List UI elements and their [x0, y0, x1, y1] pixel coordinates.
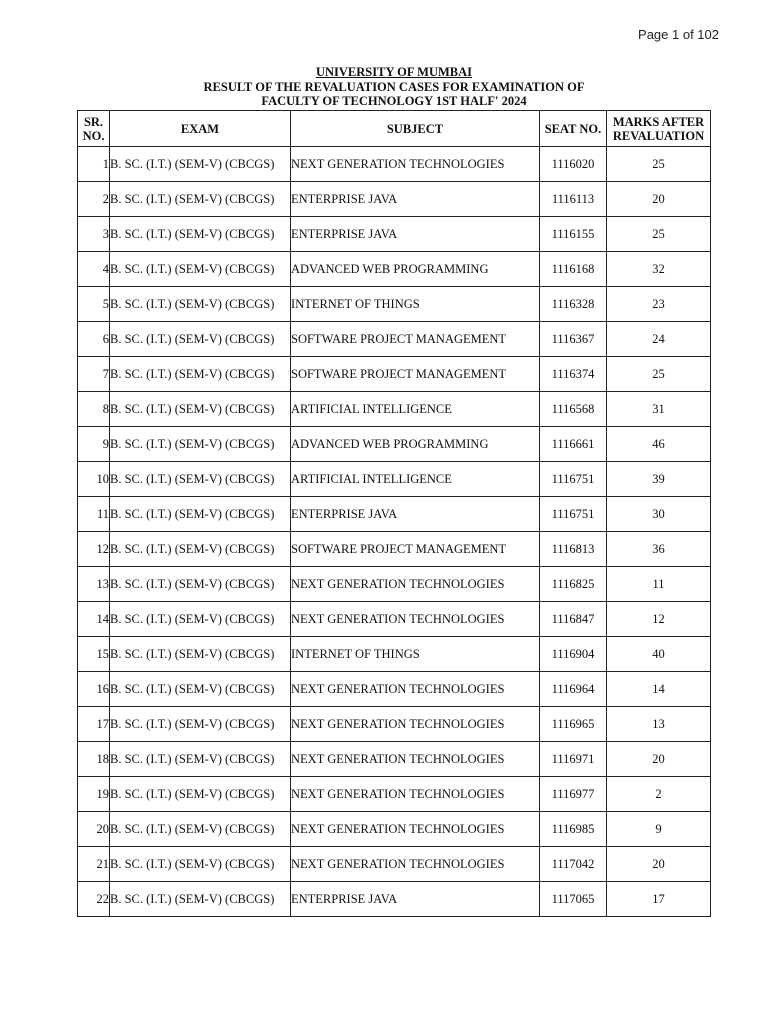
subject-cell: NEXT GENERATION TECHNOLOGIES — [291, 847, 540, 882]
marks-cell: 31 — [607, 392, 711, 427]
table-row — [78, 287, 711, 322]
table-row — [78, 567, 711, 602]
seat-no-cell: 1116904 — [540, 637, 607, 672]
subject-cell: NEXT GENERATION TECHNOLOGIES — [291, 147, 540, 182]
seat-no-cell: 1116971 — [540, 742, 607, 777]
exam-cell: B. SC. (I.T.) (SEM-V) (CBCGS) — [110, 567, 291, 602]
marks-cell: 40 — [607, 637, 711, 672]
heading-line-2: RESULT OF THE REVALUATION CASES FOR EXAMINATION OF — [203, 79, 585, 94]
exam-cell: B. SC. (I.T.) (SEM-V) (CBCGS) — [110, 427, 291, 462]
marks-cell: 13 — [607, 707, 711, 742]
seat-no-cell: 1116155 — [540, 217, 607, 252]
exam-cell: B. SC. (I.T.) (SEM-V) (CBCGS) — [110, 497, 291, 532]
seat-no-cell: 1116847 — [540, 602, 607, 637]
subject-cell: ENTERPRISE JAVA — [291, 882, 540, 917]
sr-no-cell: 3 — [78, 217, 110, 252]
subject-cell: ARTIFICIAL INTELLIGENCE — [291, 462, 540, 497]
subject-cell: SOFTWARE PROJECT MANAGEMENT — [291, 357, 540, 392]
seat-no-cell: 1117065 — [540, 882, 607, 917]
table-header-row — [78, 111, 711, 147]
sr-no-cell: 6 — [78, 322, 110, 357]
subject-cell: ENTERPRISE JAVA — [291, 497, 540, 532]
exam-cell: B. SC. (I.T.) (SEM-V) (CBCGS) — [110, 147, 291, 182]
seat-no-cell: 1116367 — [540, 322, 607, 357]
marks-cell: 36 — [607, 532, 711, 567]
seat-no-cell: 1116965 — [540, 707, 607, 742]
exam-cell: B. SC. (I.T.) (SEM-V) (CBCGS) — [110, 847, 291, 882]
seat-no-cell: 1116568 — [540, 392, 607, 427]
exam-cell: B. SC. (I.T.) (SEM-V) (CBCGS) — [110, 882, 291, 917]
seat-no-cell: 1116985 — [540, 812, 607, 847]
marks-cell: 30 — [607, 497, 711, 532]
sr-no-cell: 13 — [78, 567, 110, 602]
sr-no-cell: 19 — [78, 777, 110, 812]
table-row — [78, 462, 711, 497]
table-row — [78, 357, 711, 392]
seat-no-cell: 1116964 — [540, 672, 607, 707]
subject-cell: INTERNET OF THINGS — [291, 637, 540, 672]
table-row — [78, 497, 711, 532]
sr-no-cell: 9 — [78, 427, 110, 462]
table-row — [78, 672, 711, 707]
subject-cell: INTERNET OF THINGS — [291, 287, 540, 322]
table-row — [78, 742, 711, 777]
exam-cell: B. SC. (I.T.) (SEM-V) (CBCGS) — [110, 287, 291, 322]
table-row — [78, 637, 711, 672]
marks-cell: 17 — [607, 882, 711, 917]
subject-cell: NEXT GENERATION TECHNOLOGIES — [291, 707, 540, 742]
seat-no-cell: 1116020 — [540, 147, 607, 182]
seat-no-cell: 1116813 — [540, 532, 607, 567]
table-row — [78, 252, 711, 287]
marks-header-line-1: MARKS AFTER — [612, 114, 705, 129]
column-header-subject: SUBJECT — [291, 111, 540, 147]
marks-cell: 14 — [607, 672, 711, 707]
subject-cell: SOFTWARE PROJECT MANAGEMENT — [291, 322, 540, 357]
exam-cell: B. SC. (I.T.) (SEM-V) (CBCGS) — [110, 777, 291, 812]
exam-cell: B. SC. (I.T.) (SEM-V) (CBCGS) — [110, 672, 291, 707]
column-header-marks — [607, 111, 711, 147]
marks-cell: 20 — [607, 847, 711, 882]
exam-cell: B. SC. (I.T.) (SEM-V) (CBCGS) — [110, 462, 291, 497]
subject-cell: NEXT GENERATION TECHNOLOGIES — [291, 812, 540, 847]
exam-cell: B. SC. (I.T.) (SEM-V) (CBCGS) — [110, 742, 291, 777]
exam-cell: B. SC. (I.T.) (SEM-V) (CBCGS) — [110, 322, 291, 357]
subject-cell: ADVANCED WEB PROGRAMMING — [291, 252, 540, 287]
exam-cell: B. SC. (I.T.) (SEM-V) (CBCGS) — [110, 182, 291, 217]
subject-cell: NEXT GENERATION TECHNOLOGIES — [291, 777, 540, 812]
marks-header-line-2: REVALUATION — [612, 128, 705, 143]
sr-no-cell: 15 — [78, 637, 110, 672]
marks-cell: 9 — [607, 812, 711, 847]
sr-no-cell: 16 — [78, 672, 110, 707]
sr-no-cell: 5 — [78, 287, 110, 322]
subject-cell: ADVANCED WEB PROGRAMMING — [291, 427, 540, 462]
sr-no-cell: 20 — [78, 812, 110, 847]
seat-no-cell: 1116751 — [540, 462, 607, 497]
sr-no-cell: 4 — [78, 252, 110, 287]
exam-cell: B. SC. (I.T.) (SEM-V) (CBCGS) — [110, 707, 291, 742]
table-row — [78, 392, 711, 427]
university-name: UNIVERSITY OF MUMBAI — [315, 65, 473, 79]
marks-cell: 2 — [607, 777, 711, 812]
seat-no-cell: 1116977 — [540, 777, 607, 812]
sr-no-cell: 1 — [78, 147, 110, 182]
sr-no-cell: 17 — [78, 707, 110, 742]
subject-cell: NEXT GENERATION TECHNOLOGIES — [291, 567, 540, 602]
sr-no-cell: 14 — [78, 602, 110, 637]
seat-no-cell: 1116328 — [540, 287, 607, 322]
seat-no-cell: 1116168 — [540, 252, 607, 287]
marks-cell: 46 — [607, 427, 711, 462]
seat-no-cell: 1116825 — [540, 567, 607, 602]
heading-line-3: FACULTY OF TECHNOLOGY 1ST HALF' 2024 — [261, 94, 527, 108]
sr-header-line-2: NO. — [82, 128, 105, 143]
marks-cell: 11 — [607, 567, 711, 602]
results-table-body — [78, 147, 711, 917]
marks-cell: 25 — [607, 147, 711, 182]
seat-no-cell: 1116113 — [540, 182, 607, 217]
seat-no-cell: 1116374 — [540, 357, 607, 392]
marks-cell: 32 — [607, 252, 711, 287]
marks-cell: 24 — [607, 322, 711, 357]
sr-header-line-1: SR. — [83, 114, 104, 129]
subject-cell: NEXT GENERATION TECHNOLOGIES — [291, 672, 540, 707]
sr-no-cell: 11 — [78, 497, 110, 532]
table-row — [78, 532, 711, 567]
table-row — [78, 882, 711, 917]
table-row — [78, 147, 711, 182]
column-header-sr-no — [78, 111, 110, 147]
subject-cell: SOFTWARE PROJECT MANAGEMENT — [291, 532, 540, 567]
exam-cell: B. SC. (I.T.) (SEM-V) (CBCGS) — [110, 217, 291, 252]
exam-cell: B. SC. (I.T.) (SEM-V) (CBCGS) — [110, 532, 291, 567]
table-row — [78, 777, 711, 812]
table-row — [78, 707, 711, 742]
exam-cell: B. SC. (I.T.) (SEM-V) (CBCGS) — [110, 637, 291, 672]
table-row — [78, 602, 711, 637]
sr-no-cell: 22 — [78, 882, 110, 917]
sr-no-cell: 12 — [78, 532, 110, 567]
seat-no-cell: 1117042 — [540, 847, 607, 882]
seat-no-cell: 1116661 — [540, 427, 607, 462]
subject-cell: ENTERPRISE JAVA — [291, 182, 540, 217]
exam-cell: B. SC. (I.T.) (SEM-V) (CBCGS) — [110, 602, 291, 637]
exam-cell: B. SC. (I.T.) (SEM-V) (CBCGS) — [110, 357, 291, 392]
marks-cell: 12 — [607, 602, 711, 637]
column-header-seat-no: SEAT NO. — [540, 111, 607, 147]
subject-cell: NEXT GENERATION TECHNOLOGIES — [291, 742, 540, 777]
table-row — [78, 217, 711, 252]
results-table — [77, 110, 711, 917]
sr-no-cell: 21 — [78, 847, 110, 882]
marks-cell: 25 — [607, 217, 711, 252]
document-heading — [0, 65, 768, 109]
sr-no-cell: 10 — [78, 462, 110, 497]
sr-no-cell: 8 — [78, 392, 110, 427]
marks-cell: 25 — [607, 357, 711, 392]
table-row — [78, 847, 711, 882]
table-row — [78, 182, 711, 217]
sr-no-cell: 7 — [78, 357, 110, 392]
subject-cell: NEXT GENERATION TECHNOLOGIES — [291, 602, 540, 637]
table-row — [78, 322, 711, 357]
exam-cell: B. SC. (I.T.) (SEM-V) (CBCGS) — [110, 252, 291, 287]
marks-cell: 39 — [607, 462, 711, 497]
table-row — [78, 812, 711, 847]
subject-cell: ARTIFICIAL INTELLIGENCE — [291, 392, 540, 427]
exam-cell: B. SC. (I.T.) (SEM-V) (CBCGS) — [110, 392, 291, 427]
sr-no-cell: 18 — [78, 742, 110, 777]
exam-cell: B. SC. (I.T.) (SEM-V) (CBCGS) — [110, 812, 291, 847]
table-row — [78, 427, 711, 462]
marks-cell: 20 — [607, 742, 711, 777]
page-number: Page 1 of 102 — [638, 27, 719, 42]
sr-no-cell: 2 — [78, 182, 110, 217]
seat-no-cell: 1116751 — [540, 497, 607, 532]
subject-cell: ENTERPRISE JAVA — [291, 217, 540, 252]
column-header-exam: EXAM — [110, 111, 291, 147]
marks-cell: 23 — [607, 287, 711, 322]
marks-cell: 20 — [607, 182, 711, 217]
